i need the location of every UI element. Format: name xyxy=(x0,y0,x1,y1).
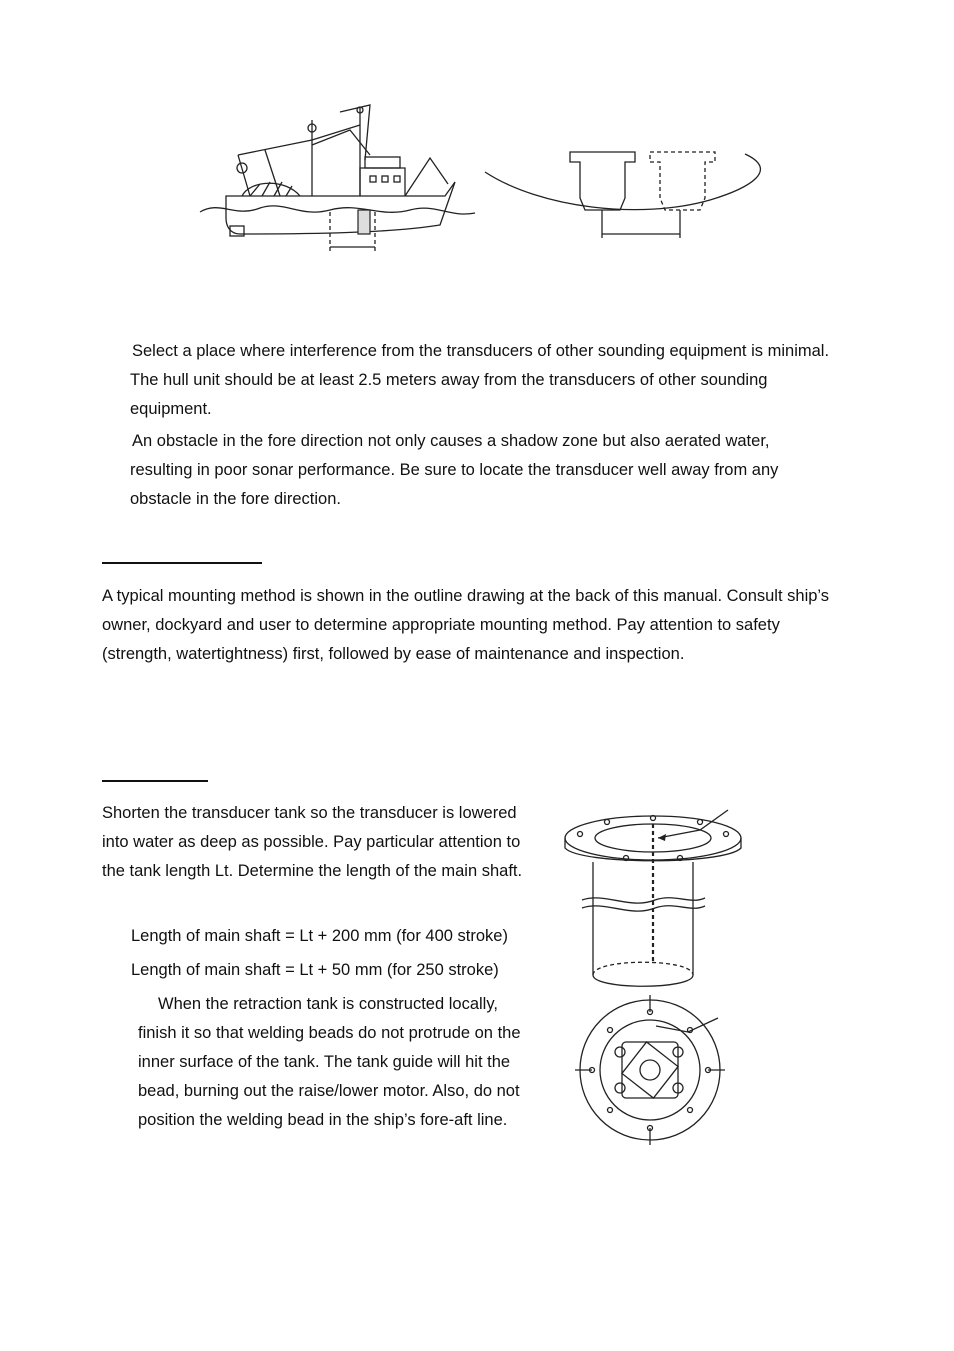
tank-weld-bead-figure xyxy=(560,800,740,1150)
location-note-2: An obstacle in the fore direction not only causes a shadow zone but also aerated water, resulting in poor sonar performance. Be sure to locate the transducer well away from any obstacle in the fore direction. xyxy=(130,432,779,508)
ship-transducer-location-figure xyxy=(190,100,790,280)
formula-250-stroke: Length of main shaft = Lt + 50 mm (for 250 stroke) xyxy=(131,961,499,979)
location-note-1: Select a place where interference from the transducers of other sounding equipment is minimal. The hull unit should be at least 2.5 meters away from the transducers of other sounding equipment. xyxy=(130,342,830,418)
mounting-method-heading-rule xyxy=(102,562,262,564)
welding-bead-note: When the retraction tank is constructed locally, finish it so that welding beads do not protrude on the inner surface of the tank. The tank guide will hit the bead, burning out the raise/lower motor. Also, do not position the welding bead in the ship’s fore-aft line. xyxy=(138,995,521,1129)
mounting-method-text: A typical mounting method is shown in the outline drawing at the back of this manual. Consult ship’s owner, dockyard and user to determine appropriate mounting method. Pay attention to safety (strength, watertightness) first, followed by ease of maintenance and inspection. xyxy=(102,587,830,663)
tank-length-heading-rule xyxy=(102,780,208,782)
tank-length-text: Shorten the transducer tank so the transducer is lowered into water as deep as possible. Pay particular attention to the tank length Lt. Determine the length of the main shaft. xyxy=(102,804,523,880)
formula-400-stroke: Length of main shaft = Lt + 200 mm (for 400 stroke) xyxy=(131,927,508,945)
